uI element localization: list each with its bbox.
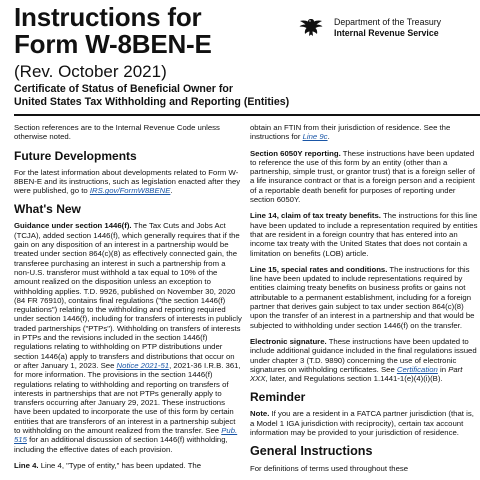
electronic-signature-text-b: in xyxy=(439,364,447,374)
line4-text: Line 4, "Type of entity," has been updated. The xyxy=(40,460,202,470)
document-title xyxy=(14,4,212,58)
electronic-signature-paragraph xyxy=(250,337,478,383)
section-6050y-heading: Section 6050Y reporting. xyxy=(250,148,341,158)
line15-text: The instructions for this line have been updated to include representations required by entities claiming treaty benefits on business profits or gains not attributable to a permanent establishment, including for a foreign partner that derives gain subject to tax under section 864(c)(8) upon the transfer of an interest in a partnership and that would be subjected to withholding under section 1446(f) on the transfer. xyxy=(250,264,475,330)
intro-paragraph: Section references are to the Internal Revenue Code unless otherwise noted. xyxy=(14,123,220,142)
pub-515-link[interactable]: Pub. 515 xyxy=(14,426,238,445)
section-6050y-text: These instructions have been updated to reference the use of this form by an entity (other than a partnership, simple trust, or grantor trust) that is a foreign seller of a life insurance contract or that is a foreign person and a recipient of a reportable death benefit for purposes of reporting under section 6050Y. xyxy=(250,148,475,205)
subtitle-line-2: United States Tax Withholding and Reporting (Entities) xyxy=(14,95,290,108)
electronic-signature-heading: Electronic signature. xyxy=(250,336,327,346)
line14-heading: Line 14, claim of tax treaty benefits. xyxy=(250,211,381,221)
line15-paragraph xyxy=(250,265,478,330)
certification-link[interactable]: Certification xyxy=(396,364,438,374)
section-1446f-text-a: The Tax Cuts and Jobs Act (TCJA), added section 1446(f), which generally requires that if the gain on any disposition of an interest in a partnership would be treated under section 864(c)(8) as effectively connected gain, the transferee purchasing an interest in such a partnership from a non-U.S. transferor must withhold a tax equal to 10% of the amount realized on the disposition unless an exception to withholding applies. T.D. 9926, published on November 30, 2020 (84 FR 76910), contains final regulations ("the section 1446(f) regulations") relating to the withholding and reporting required under section 1446(f), including for transfers of interests in publicly traded partnerships ("PTPs"). Withholding on transfers of interests in PTPs and the revisions included in the section 1446(f) regulations relating to withholding on PTP distributions under section 1446(a) apply to transfers and distributions that occur on or after January 1, 2023. See xyxy=(14,221,242,370)
line14-paragraph xyxy=(250,211,478,257)
electronic-signature-text-a: These instructions have been updated to include additional guidance included in the final regulations issued under chapter 3 (T.D. 9890) concerning the use of electronic signatures on withholding certificates. See xyxy=(250,336,477,374)
section-1446f-heading: Guidance under section 1446(f). xyxy=(14,221,132,231)
agency-department: Department of the Treasury xyxy=(334,17,442,27)
future-text: For the latest information about developments related to Form W-8BEN-E and its instructions, such as legislation enacted after they were published, go to xyxy=(14,167,241,196)
agency-block xyxy=(298,16,478,40)
future-developments-paragraph xyxy=(14,168,242,196)
title-line-1: Instructions for xyxy=(14,2,202,32)
treasury-eagle-icon xyxy=(298,16,324,40)
note-heading: Note. xyxy=(250,409,270,419)
section-1446f-paragraph xyxy=(14,221,242,453)
line15-heading: Line 15, special rates and conditions. xyxy=(250,264,388,274)
electronic-signature-text-c: , later, and Regulations section 1.1441-1(e)(4)(i)(B). xyxy=(265,374,443,384)
line4-paragraph xyxy=(14,461,242,470)
ftin-text: obtain an FTIN from their jurisdiction of residence. See the instructions for xyxy=(250,123,451,142)
right-column xyxy=(250,123,478,480)
section-6050y-paragraph xyxy=(250,149,478,205)
line4-heading: Line 4. xyxy=(14,460,39,470)
irs-gov-link[interactable]: IRS.gov/FormW8BENE xyxy=(89,186,171,196)
heading-whats-new: What's New xyxy=(14,202,81,217)
section-1446f-text-c: for an additional discussion of section 1446(f) withholding, including the effective dates of each provision. xyxy=(14,435,228,454)
revision-date: (Rev. October 2021) xyxy=(14,62,167,81)
subtitle-line-1: Certificate of Status of Beneficial Owner for xyxy=(14,83,233,95)
document-subtitle xyxy=(14,83,289,108)
future-end: . xyxy=(170,186,173,196)
section-1446f-text-b: , 2021-36 I.R.B. 361, for more information. The provisions in the section 1446(f) regulations relating to withholding and reporting on transfers of interests in partnerships that are not PTPs generally apply to transfers occurring after January 29, 2021. These instructions have been updated to incorporate the use of this form by certain entities that are transferors of an interest in a partnership subject to withholding on the amount realized from the transfer. See xyxy=(14,360,241,436)
note-text: If you are a resident in a FATCA partner jurisdiction (that is, a Model 1 IGA jurisdiction with reciprocity), certain tax account information may be provided to your jurisdiction of residence. xyxy=(250,409,474,438)
heading-general-instructions: General Instructions xyxy=(250,444,373,459)
notice-2021-51-link[interactable]: Notice 2021-51 xyxy=(116,360,170,370)
heading-future-developments: Future Developments xyxy=(14,148,137,163)
line-9c-link[interactable]: Line 9c xyxy=(302,132,328,142)
title-line-2: Form W-8BEN-E xyxy=(14,29,212,59)
ftin-paragraph xyxy=(250,123,478,142)
heading-reminder: Reminder xyxy=(250,390,306,405)
left-column xyxy=(14,123,242,477)
note-paragraph xyxy=(250,409,478,437)
ftin-end: . xyxy=(327,132,330,142)
part-xxx-reference: Part XXX xyxy=(250,364,463,384)
header-divider xyxy=(14,114,480,116)
line14-text: The instructions for this line have been updated to include a representation required by entities that are resident in a foreign country that has entered into an income tax treaty with the United States that does not contain a limitation on benefits (LOB) article. xyxy=(250,211,478,258)
agency-irs: Internal Revenue Service xyxy=(334,28,439,38)
general-instructions-paragraph: For definitions of terms used throughout these xyxy=(250,464,409,474)
